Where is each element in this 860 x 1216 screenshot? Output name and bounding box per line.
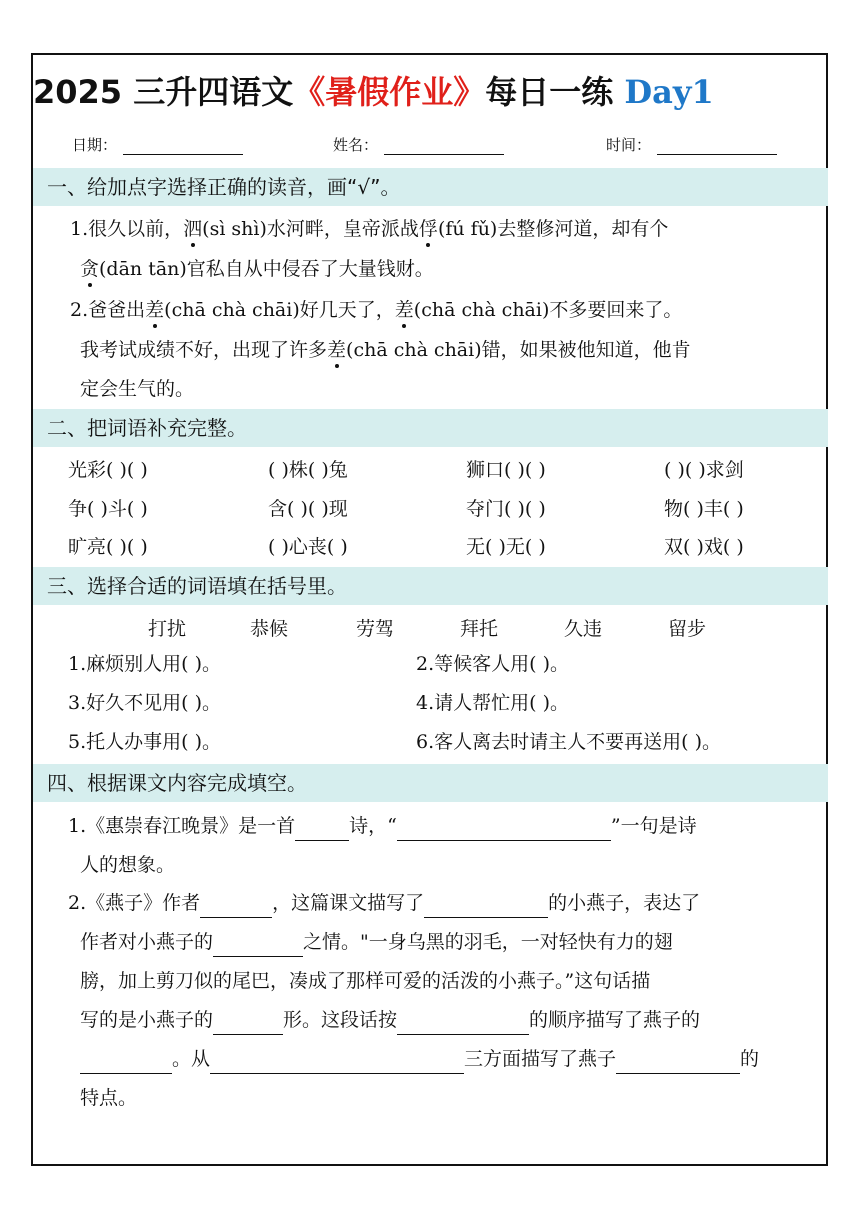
blank[interactable] bbox=[397, 1012, 529, 1035]
s4-q2-line2: 作者对小燕子的 之情。"一身乌黑的羽毛，一对轻快有力的翅 bbox=[80, 927, 673, 957]
blank[interactable] bbox=[200, 895, 272, 918]
s4-q2-line4: 写的是小燕子的 形。这段话按 的顺序描写了燕子的 bbox=[80, 1005, 700, 1035]
blank[interactable] bbox=[295, 818, 349, 841]
blank[interactable] bbox=[80, 1051, 172, 1074]
word-option: 拜托 bbox=[460, 618, 499, 640]
blank[interactable] bbox=[213, 934, 303, 957]
idiom-cell[interactable]: 无( )无( ) bbox=[466, 536, 546, 558]
s1-q2-line2: 我考试成绩不好，出现了许多差(chā chà chāi)错，如果被他知道，他肯 bbox=[80, 339, 691, 361]
section-3-heading: 三、选择合适的词语填在括号里。 bbox=[33, 567, 828, 605]
section-2-heading: 二、把词语补充完整。 bbox=[33, 409, 828, 447]
s4-q2-line3: 膀，加上剪刀似的尾巴，凑成了那样可爱的活泼的小燕子。”这句话描 bbox=[80, 970, 651, 992]
idiom-cell[interactable]: 含( )( )现 bbox=[268, 498, 348, 520]
s3-item[interactable]: 1.麻烦别人用( )。 bbox=[68, 653, 221, 675]
s3-item[interactable]: 5.托人办事用( )。 bbox=[68, 731, 221, 753]
blank[interactable] bbox=[210, 1051, 464, 1074]
date-field bbox=[72, 134, 243, 155]
idiom-cell[interactable]: 争( )斗( ) bbox=[68, 498, 148, 520]
title-highlight: 《暑假作业》 bbox=[293, 73, 486, 111]
s4-q2-line6: 特点。 bbox=[80, 1087, 138, 1109]
date-label: 日期： bbox=[72, 136, 118, 154]
s3-item[interactable]: 2.等候客人用( )。 bbox=[416, 653, 569, 675]
idiom-cell[interactable]: ( )株( )兔 bbox=[268, 459, 348, 481]
s1-q1-line1: 1.很久以前，泗(sì shì)水河畔，皇帝派战俘(fú fǔ)去整修河道，却有个 bbox=[70, 218, 669, 240]
s4-q1-line1: 1.《惠崇春江晚景》是一首 诗，“ ”一句是诗 bbox=[68, 811, 697, 841]
blank[interactable] bbox=[424, 895, 548, 918]
idiom-cell[interactable]: 旷亮( )( ) bbox=[68, 536, 148, 558]
idiom-cell[interactable]: 双( )戏( ) bbox=[664, 536, 744, 558]
idiom-cell[interactable]: 狮口( )( ) bbox=[466, 459, 546, 481]
word-option: 久违 bbox=[564, 618, 603, 640]
word-option: 留步 bbox=[668, 618, 707, 640]
s1-q1-line2: 贪(dān tān)官私自从中侵吞了大量钱财。 bbox=[80, 258, 434, 280]
s1-q2-line3: 定会生气的。 bbox=[80, 378, 195, 400]
time-blank[interactable] bbox=[657, 136, 777, 155]
time-field bbox=[606, 134, 777, 155]
name-field bbox=[333, 134, 504, 155]
title-prefix: 2025 三升四语文 bbox=[33, 73, 294, 111]
s3-item[interactable]: 6.客人离去时请主人不要再送用( )。 bbox=[416, 731, 721, 753]
s3-item[interactable]: 3.好久不见用( )。 bbox=[68, 692, 221, 714]
blank[interactable] bbox=[213, 1012, 283, 1035]
section-1-heading: 一、给加点字选择正确的读音，画“√”。 bbox=[33, 168, 828, 206]
title-day: Day1 bbox=[624, 73, 714, 111]
idiom-cell[interactable]: 光彩( )( ) bbox=[68, 459, 148, 481]
idiom-cell[interactable]: ( )( )求剑 bbox=[664, 459, 744, 481]
s4-q2-line5: 。从 三方面描写了燕子 的 bbox=[80, 1044, 759, 1074]
s4-q2-line1: 2.《燕子》作者 ，这篇课文描写了 的小燕子，表达了 bbox=[68, 888, 700, 918]
name-blank[interactable] bbox=[384, 136, 504, 155]
blank[interactable] bbox=[397, 818, 611, 841]
word-option: 打扰 bbox=[148, 618, 187, 640]
word-option: 劳驾 bbox=[356, 618, 395, 640]
worksheet-title bbox=[33, 66, 833, 118]
name-label: 姓名： bbox=[333, 136, 379, 154]
blank[interactable] bbox=[616, 1051, 740, 1074]
date-blank[interactable] bbox=[123, 136, 243, 155]
word-option: 恭候 bbox=[250, 618, 289, 640]
time-label: 时间： bbox=[606, 136, 652, 154]
section-4-heading: 四、根据课文内容完成填空。 bbox=[33, 764, 828, 802]
idiom-cell[interactable]: 物( )丰( ) bbox=[664, 498, 744, 520]
idiom-cell[interactable]: ( )心丧( ) bbox=[268, 536, 348, 558]
s4-q1-line2: 人的想象。 bbox=[80, 854, 176, 876]
idiom-cell[interactable]: 夺门( )( ) bbox=[466, 498, 546, 520]
s1-q2-line1: 2.爸爸出差(chā chà chāi)好几天了，差(chā chà chāi)不多要回来了。 bbox=[70, 299, 683, 321]
s3-item[interactable]: 4.请人帮忙用( )。 bbox=[416, 692, 569, 714]
title-suffix: 每日一练 bbox=[485, 73, 614, 111]
